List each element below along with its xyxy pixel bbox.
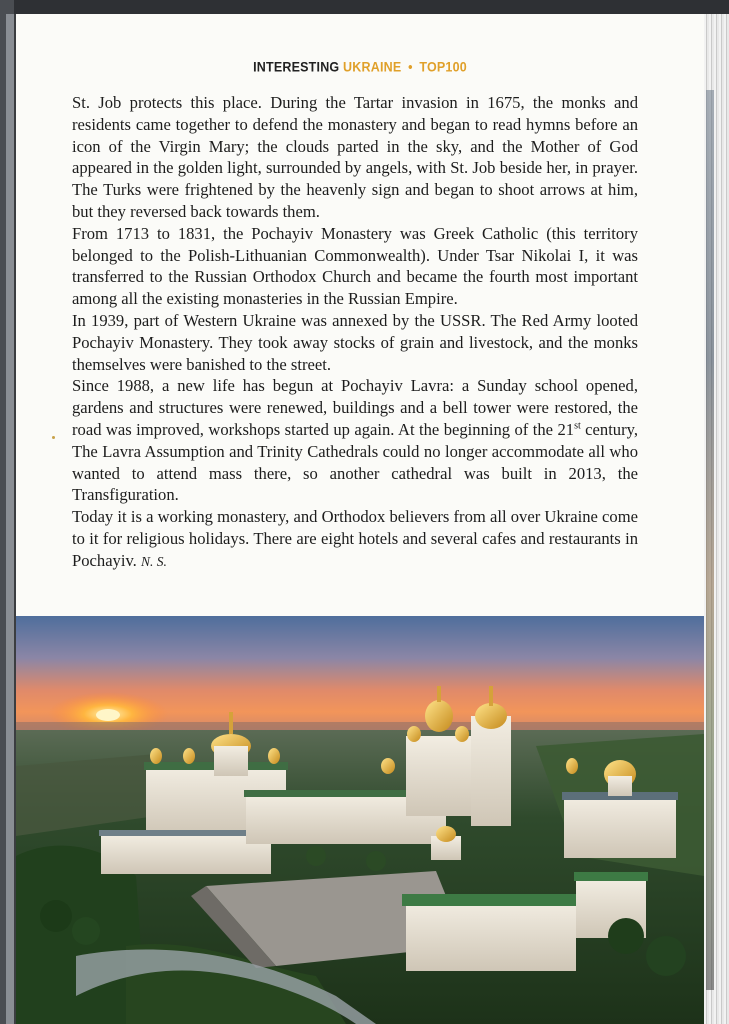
header-title-part2: UKRAINE [343,59,402,75]
right-building [564,796,676,858]
tree [608,918,644,954]
lower-left-building [101,834,271,874]
small-dome-2 [455,726,469,742]
tree [40,900,72,932]
book-page-edges-tint [706,90,714,990]
paragraph-new-life [72,375,638,506]
tree [646,936,686,976]
bell-tower-spire [489,686,493,706]
far-right-dome [566,758,578,774]
lower-center-roof [402,894,580,906]
paragraph-new-life-text-b: century, The Lavra Assumption and Trinity Cathedrals could no longer accommodate all who wanted to attend mass there, so another cathedral was built in 2013, the Transfiguration. [72,419,638,505]
monastery-photo [16,616,704,1024]
header-separator: • [408,59,413,75]
right-dome-drum [608,776,632,796]
header-title-part3: TOP100 [419,59,467,75]
small-dome-3 [381,758,395,774]
main-dome [425,700,453,732]
paragraph-greek-catholic: From 1713 to 1831, the Pochayiv Monastery was Greek Catholic (this territory belonged to the Polish-Lithuanian Commonwealth). Under Tsar Nikolai I, it was transferred to the Russian Orthodox Church and became the fourth most important among all the existing monasteries in the Russian Empire. [72,223,638,309]
small-chapel-dome [436,826,456,842]
paragraph-new-life-text-a: Since 1988, a new life has begun at Pochayiv Lavra: a Sunday school opened, gardens and structures were renewed, buildings and a bell tower were restored, the road was improved, workshops started up again. At the beginning of the 21 [72,376,638,439]
header-title-part1: INTERESTING [253,59,340,75]
paragraph-today [72,506,638,572]
tree [72,917,100,945]
trinity-small-dome-1 [150,748,162,764]
aerial-sunset-illustration [16,616,704,1024]
running-header [16,59,704,74]
tree [366,851,386,871]
paragraph-today-text: Today it is a working monastery, and Orthodox believers from all over Ukraine come to it for religious holidays. There are eight hotels and several cafes and restaurants in Pochayiv. [72,507,638,570]
trinity-spire [229,712,233,734]
tree [306,846,326,866]
trinity-small-dome-3 [268,748,280,764]
lower-center-building [406,901,576,971]
scan-frame-top [0,0,729,14]
sun [96,709,120,721]
author-signature: N. S. [140,553,167,569]
book-page [16,14,704,1024]
main-dome-spire [437,686,441,702]
lower-right-roof [574,872,648,881]
book-spine-edge [6,14,14,1024]
trinity-small-dome-2 [183,748,195,764]
article-body [72,92,638,573]
ordinal-superscript: st [574,420,581,432]
bell-tower [471,716,511,826]
paragraph-st-job: St. Job protects this place. During the Tartar invasion in 1675, the monks and residents came together to defend the monastery and began to read hymns before an icon of the Virgin Mary; the clouds parted in the sky, and the Mother of God appeared in the golden light, surrounded by angels, with St. Job beside her, in prayer. The Turks were frightened by the heavenly sign and began to shoot arrows at him, but they reversed back towards them. [72,93,638,221]
paragraph-ussr: In 1939, part of Western Ukraine was annexed by the USSR. The Red Army looted Pochayiv Monastery. They took away stocks of grain and livestock, and the monks themselves were banished to the street. [72,310,638,374]
trinity-drum [214,746,248,776]
margin-dot [52,436,55,439]
bell-tower-dome [475,703,507,729]
small-dome-1 [407,726,421,742]
